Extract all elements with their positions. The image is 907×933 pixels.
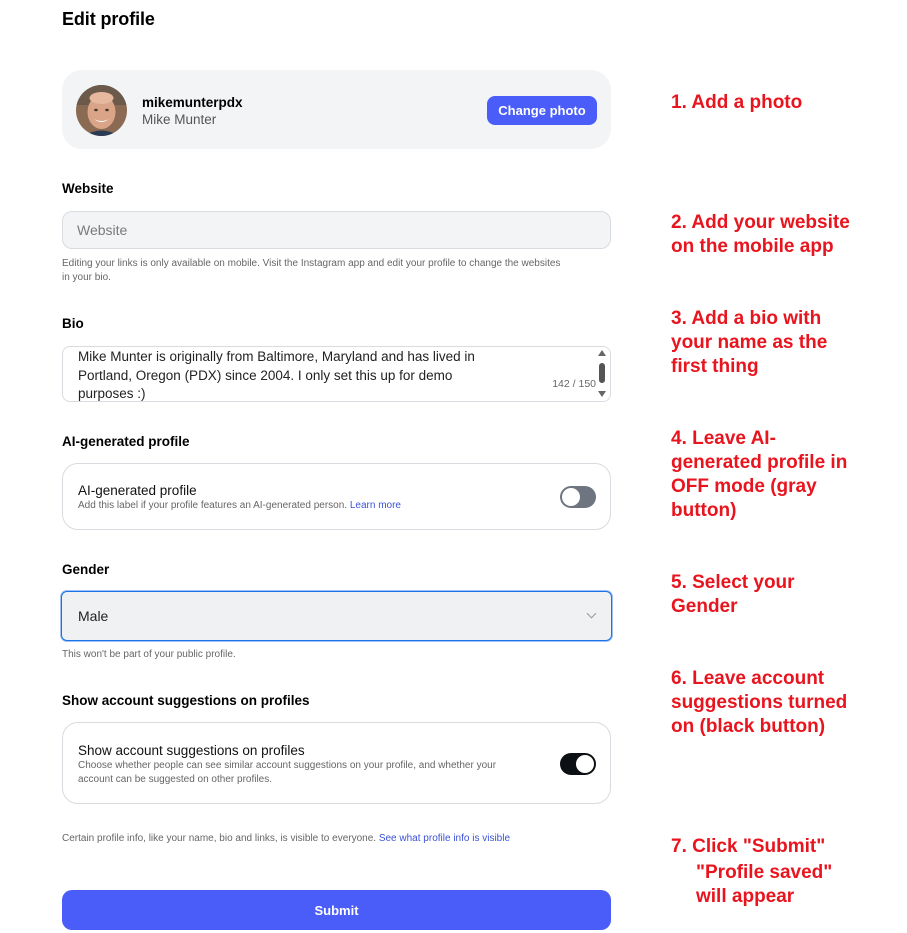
website-helper-line: in your bio. [62,272,111,283]
ai-profile-card-title: AI-generated profile [78,483,197,498]
toggle-knob [562,488,580,506]
annotation-line: 5. Select your [671,572,795,593]
toggle-knob [576,755,594,773]
scroll-down-arrow-icon[interactable] [598,391,606,397]
gender-helper-text: This won't be part of your public profile. [62,649,236,660]
scrollbar-thumb[interactable] [599,363,605,383]
bio-label: Bio [62,316,84,331]
learn-more-link[interactable]: Learn more [349,500,401,511]
visibility-note-text: Certain profile info, like your name, bio and links, is visible to everyone. [62,833,377,844]
chevron-down-icon [587,609,597,619]
annotation-step-3 [671,307,896,379]
suggestions-toggle[interactable] [560,753,596,775]
annotation-line: "Profile saved" [696,862,833,883]
profile-username: mikemunterpdx [142,95,243,110]
ai-profile-label: AI-generated profile [62,434,190,449]
website-label: Website [62,181,114,196]
change-photo-button[interactable]: Change photo [487,96,597,125]
annotation-line: suggestions turned [671,692,848,713]
profile-info-visible-link[interactable]: See what profile info is visible [378,833,511,844]
annotation-step-6 [671,667,896,739]
gender-label: Gender [62,562,110,577]
annotation-line: 4. Leave AI- [671,428,776,449]
website-input[interactable] [62,211,611,249]
website-helper-text [62,257,560,285]
scroll-up-arrow-icon[interactable] [598,350,606,356]
annotation-line: generated profile in [671,452,848,473]
annotation-line: OFF mode (gray [671,476,817,497]
ai-profile-description-text: Add this label if your profile features an AI-generated person. [78,500,348,511]
website-helper-line: Editing your links is only available on mobile. Visit the Instagram app and edit your profile to change the websites [62,258,561,269]
bio-text-line: Portland, Oregon (PDX) since 2004. I only set this up for demo [78,367,453,383]
annotation-step-7 [671,835,896,909]
annotation-line: Gender [671,596,738,617]
suggestions-description [78,759,496,787]
ai-profile-toggle[interactable] [560,486,596,508]
bio-text[interactable] [78,348,518,402]
annotation-step-4 [671,427,896,523]
visibility-note [62,833,510,844]
page-title: Edit profile [62,9,155,29]
bio-scrollbar[interactable] [597,350,608,400]
bio-textarea[interactable] [62,346,611,402]
suggestions-card-title: Show account suggestions on profiles [78,743,305,758]
annotation-line: 6. Leave account [671,668,825,689]
annotation-line: 2. Add your website [671,212,850,233]
suggestions-description-line: Choose whether people can see similar account suggestions on your profile, and whether your [78,760,497,771]
annotation-step-1: 1. Add a photo [671,92,803,113]
annotation-line: button) [671,500,737,521]
profile-photo-card [62,70,611,149]
submit-button[interactable]: Submit [62,890,611,930]
gender-select[interactable] [61,591,612,641]
profile-full-name: Mike Munter [142,112,217,127]
avatar[interactable] [76,85,127,136]
gender-selected-value: Male [78,608,109,624]
bio-text-line: Mike Munter is originally from Baltimore, Maryland and has lived in [78,349,475,364]
suggestions-card [62,722,611,804]
annotation-line: on the mobile app [671,236,834,257]
suggestions-label: Show account suggestions on profiles [62,693,310,708]
annotation-line: will appear [696,886,795,907]
annotation-line: 3. Add a bio with [671,308,822,329]
suggestions-description-line: account can be suggested on other profiles. [78,774,273,785]
annotation-step-2 [671,211,896,259]
annotation-step-5 [671,571,896,619]
annotation-line: 7. Click "Submit" [671,836,826,857]
ai-profile-card [62,463,611,530]
annotation-line: on (black button) [671,716,826,737]
ai-profile-description [78,499,401,513]
annotation-line: first thing [671,356,759,377]
bio-text-line: purposes :) [78,386,146,401]
annotation-line: your name as the [671,332,828,353]
bio-character-count: 142 / 150 [552,378,596,390]
